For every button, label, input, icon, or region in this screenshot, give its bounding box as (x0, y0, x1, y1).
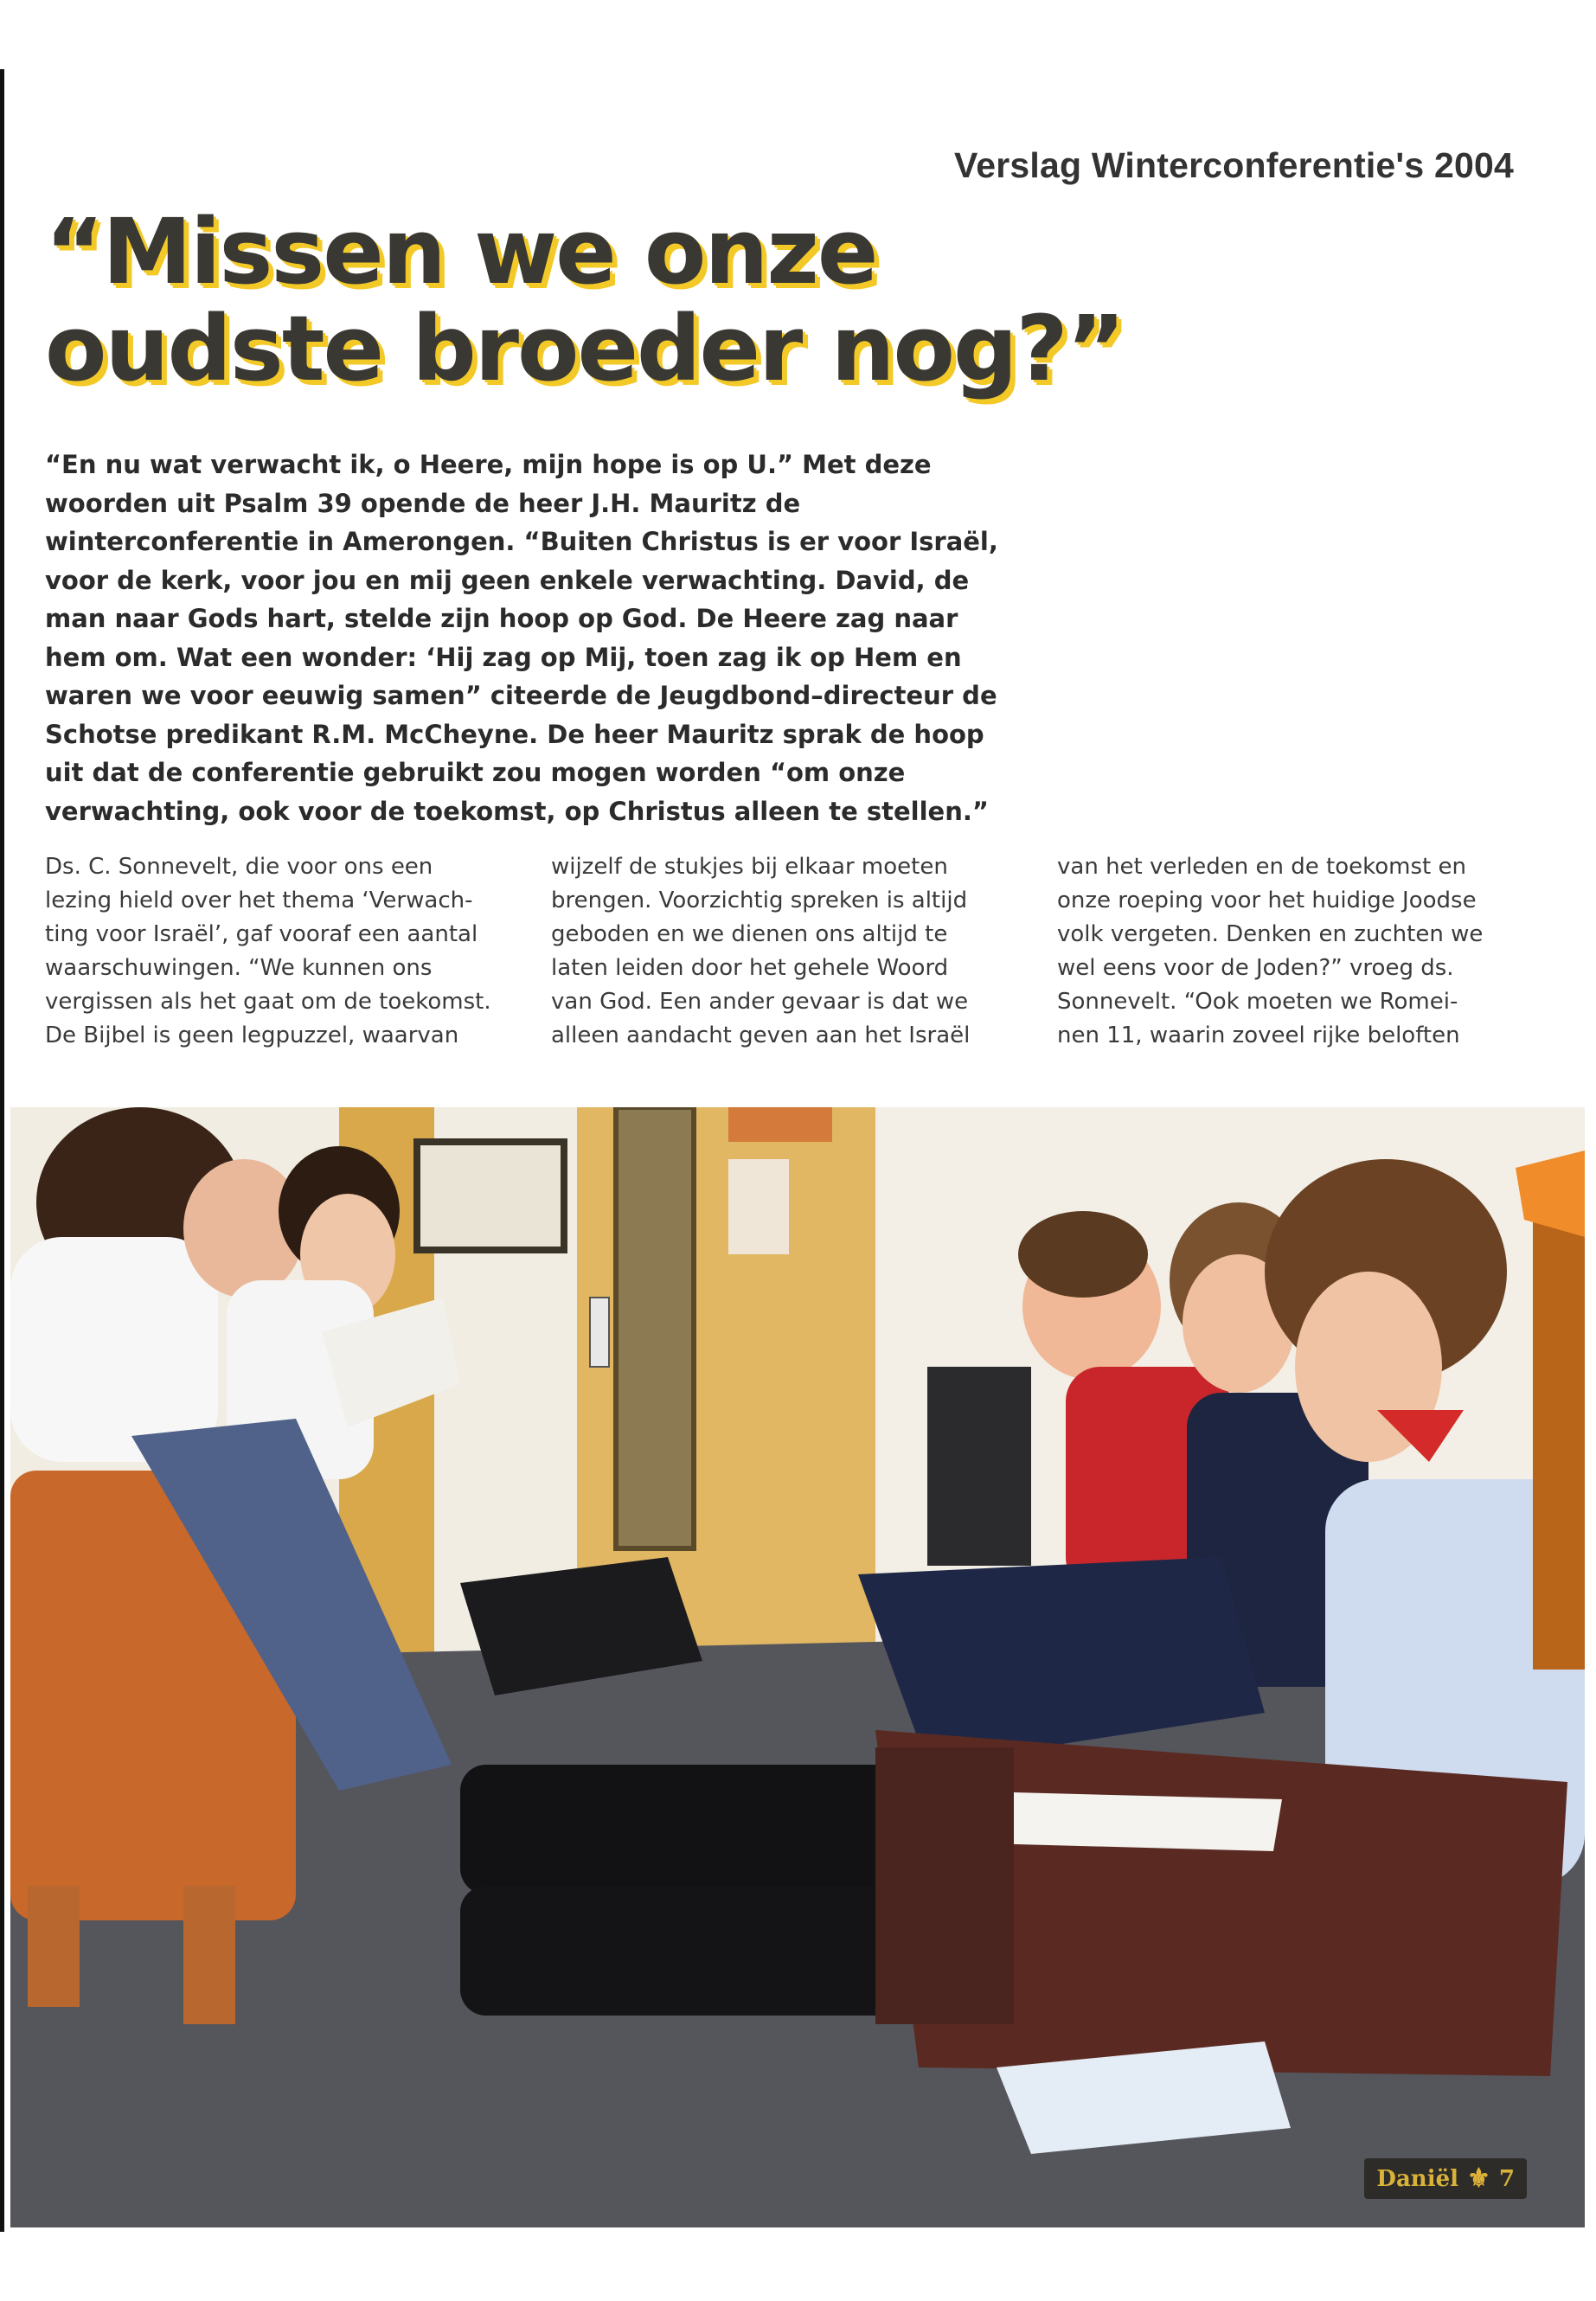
section-kicker: Verslag Winterconferentie's 2004 (953, 145, 1514, 185)
article-headline (45, 199, 1170, 401)
article-photo (10, 1107, 1585, 2227)
magazine-name: Daniël (1376, 2165, 1458, 2192)
lead-paragraph: “En nu wat verwacht ik, o Heere, mijn hope is op U.” Met deze woorden uit Psalm 39 opende de heer J.H. Mauritz de winterconferentie in Amerongen. “Buiten Christus is er voor Israël, voor de kerk, voor jou en mij geen enkele verwachting. David, de man naar Gods hart, stelde zijn hoop op God. De Heere zag naar hem om. Wat een wonder: ‘Hij zag op Mij, toen zag ik op Hem en waren we voor eeuwig samen” citeerde de Jeugdbond–directeur de Schotse predikant R.M. McCheyne. De heer Mauritz sprak de hoop uit dat de conferentie gebruikt zou mogen worden “om onze verwachting, ook voor de toekomst, op Christus alleen te stellen.” (45, 450, 998, 826)
page-edge-rule (0, 69, 4, 2232)
body-columns (45, 850, 1516, 1049)
page-footer (1364, 2158, 1527, 2199)
body-column-2: wijzelf de stukjes bij elkaar moeten brengen. Voorzichtig spreken is altijd geboden en we dienen ons altijd te laten leiden door het gehele Woord van God. Een ander gevaar is dat we alleen aandacht geven aan het Israël (551, 854, 971, 1048)
body-column-3: van het verleden en de toekomst en onze roeping voor het huidige Joodse volk vergeten. Denken en zuchten we wel eens voor de Joden?” vroeg ds. Sonnevelt. “Ook moeten we Romei- nen 11, waarin zoveel rijke beloften (1057, 854, 1484, 1048)
headline-line-2: oudste broeder nog?” (45, 296, 1125, 401)
body-column-1: Ds. C. Sonnevelt, die voor ons een lezing hield over het thema ‘Verwach- ting voor Israël’, gaf vooraf een aantal waarschuwingen. “We kunnen ons vergissen als het gaat om de toekomst. De Bijbel is geen legpuzzel, waarvan (45, 854, 491, 1048)
fleur-de-lis-icon: ⚜ (1467, 2163, 1490, 2194)
page-number: 7 (1498, 2165, 1515, 2192)
headline-line-1: “Missen we onze (45, 199, 877, 304)
photo-illustration (10, 1107, 1585, 2227)
